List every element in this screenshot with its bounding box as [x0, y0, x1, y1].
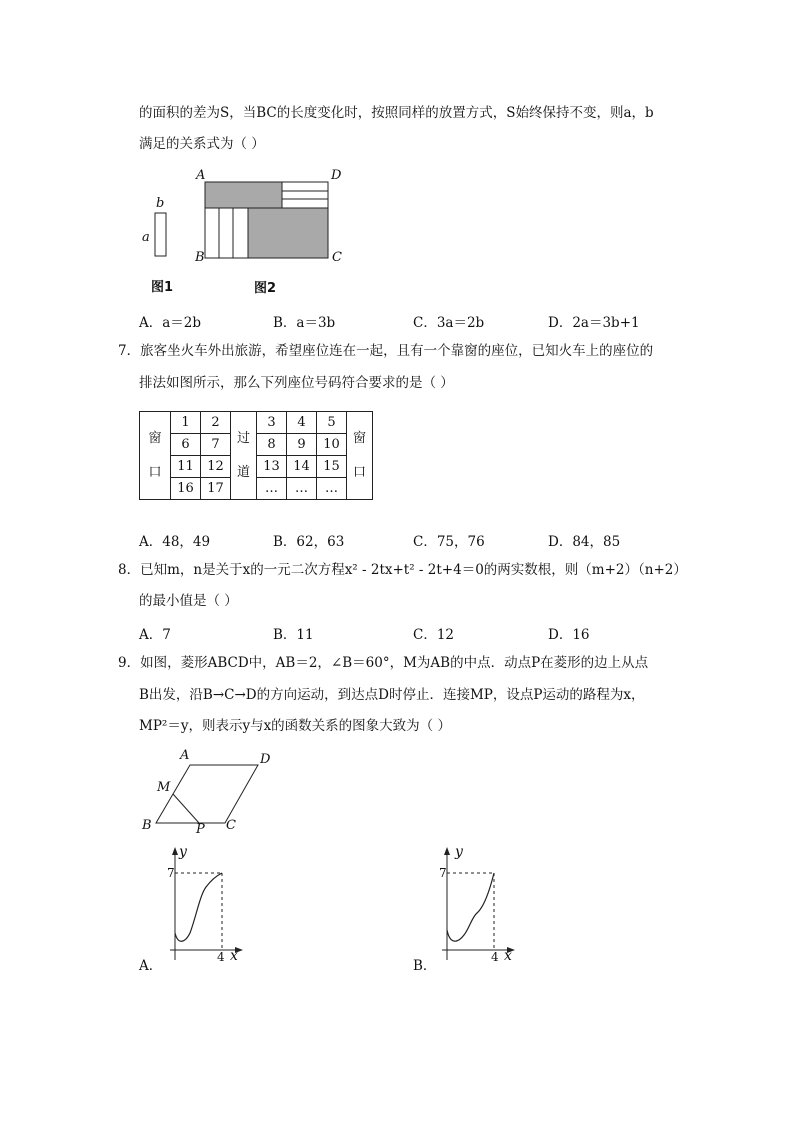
q8-text-line1: 8．已知m，n是关于x的一元二次方程x² - 2tx+t² - 2t+4＝0的两实数根，则（m+2）（n+2）: [118, 562, 687, 578]
seat-cell: 2: [201, 412, 231, 434]
q8-option-c[interactable]: C．12: [413, 627, 455, 643]
seat-cell: …: [257, 478, 287, 500]
q7-option-a[interactable]: A．48，49: [139, 534, 211, 550]
q7-text-line1: 7．旅客坐火车外出旅游，希望座位连在一起，且有一个靠窗的座位，已知火车上的座位的: [118, 343, 654, 359]
seat-cell: 4: [287, 412, 317, 434]
seat-cell: 13: [257, 456, 287, 478]
q6-option-b[interactable]: B．a＝3b: [273, 315, 336, 331]
rhombus-label-D: D: [260, 752, 271, 767]
rhombus-label-C: C: [226, 818, 236, 833]
q8-text-line2: 的最小值是（ ）: [139, 593, 238, 609]
graph-b-x-tick: 4: [491, 950, 499, 964]
graph-a-y-label: y: [179, 844, 187, 860]
fig1-label-b: b: [156, 196, 165, 211]
graph-a-option-label[interactable]: A．: [139, 958, 163, 974]
q6-text-line2: 满足的关系式为（ ）: [139, 136, 265, 152]
left-window-cell: 窗 口: [140, 412, 171, 500]
graph-a-x-tick: 4: [217, 950, 225, 964]
rectangle-arrangement-figure: [205, 182, 335, 267]
graph-b-option-label[interactable]: B．: [413, 958, 437, 974]
seat-layout-table: [139, 411, 373, 500]
q9-text-line3: MP²＝y，则表示y与x的函数关系的图象大致为（ ）: [139, 718, 451, 734]
q7-option-c[interactable]: C．75，76: [413, 534, 485, 550]
seat-cell: …: [317, 478, 347, 500]
seat-cell: 5: [317, 412, 347, 434]
seat-cell: 8: [257, 434, 287, 456]
seat-cell: 15: [317, 456, 347, 478]
seat-cell: 3: [257, 412, 287, 434]
fig2-caption: 图2: [254, 281, 277, 296]
graph-b-x-label: x: [504, 948, 512, 964]
fig2-label-A: A: [196, 168, 206, 183]
seat-cell: 14: [287, 456, 317, 478]
seat-cell: 11: [171, 456, 201, 478]
fig2-label-C: C: [332, 250, 342, 265]
seat-cell: 10: [317, 434, 347, 456]
seat-cell: 6: [171, 434, 201, 456]
fig2-label-B: B: [195, 250, 205, 265]
rhombus-label-A: A: [180, 748, 190, 763]
rhombus-label-B: B: [142, 818, 152, 833]
seat-cell: 12: [201, 456, 231, 478]
q6-text-line1: 的面积的差为S，当BC的长度变化时，按照同样的放置方式，S始终保持不变，则a，b: [139, 105, 654, 121]
q7-text-line2: 排法如图所示，那么下列座位号码符合要求的是（ ）: [139, 375, 454, 391]
fig2-label-D: D: [331, 168, 342, 183]
graph-b-y-label: y: [455, 844, 463, 860]
seat-cell: 1: [171, 412, 201, 434]
right-window-cell: 窗 口: [347, 412, 373, 500]
seat-cell: 16: [171, 478, 201, 500]
q6-option-c[interactable]: C．3a＝2b: [413, 315, 485, 331]
q9-text-line2: B出发，沿B→C→D的方向运动，到达点D时停止．连接MP，设点P运动的路程为x，: [139, 687, 645, 703]
q8-option-b[interactable]: B．11: [273, 627, 314, 643]
graph-a-y-tick: 7: [167, 866, 175, 880]
seat-cell: …: [287, 478, 317, 500]
q8-option-d[interactable]: D．16: [548, 627, 590, 643]
graph-a-x-label: x: [230, 948, 238, 964]
seat-cell: 17: [201, 478, 231, 500]
seat-cell: 7: [201, 434, 231, 456]
small-rectangle-figure: [150, 205, 190, 265]
q6-option-d[interactable]: D．2a＝3b+1: [548, 315, 640, 331]
fig1-label-a: a: [142, 230, 150, 245]
graph-b-y-tick: 7: [439, 866, 447, 880]
q8-option-a[interactable]: A．7: [139, 627, 171, 643]
aisle-cell: 过 道: [231, 412, 257, 500]
q9-text-line1: 9．如图，菱形ABCD中，AB＝2，∠B＝60°，M为AB的中点．动点P在菱形的边上从点: [118, 655, 649, 671]
fig1-caption: 图1: [151, 280, 174, 295]
q7-option-d[interactable]: D．84，85: [548, 534, 621, 550]
rhombus-diagram: [150, 760, 280, 830]
seat-cell: 9: [287, 434, 317, 456]
q7-option-b[interactable]: B．62，63: [273, 534, 345, 550]
rhombus-label-P: P: [196, 822, 205, 837]
rhombus-label-M: M: [157, 780, 171, 795]
q6-option-a[interactable]: A．a＝2b: [139, 315, 202, 331]
